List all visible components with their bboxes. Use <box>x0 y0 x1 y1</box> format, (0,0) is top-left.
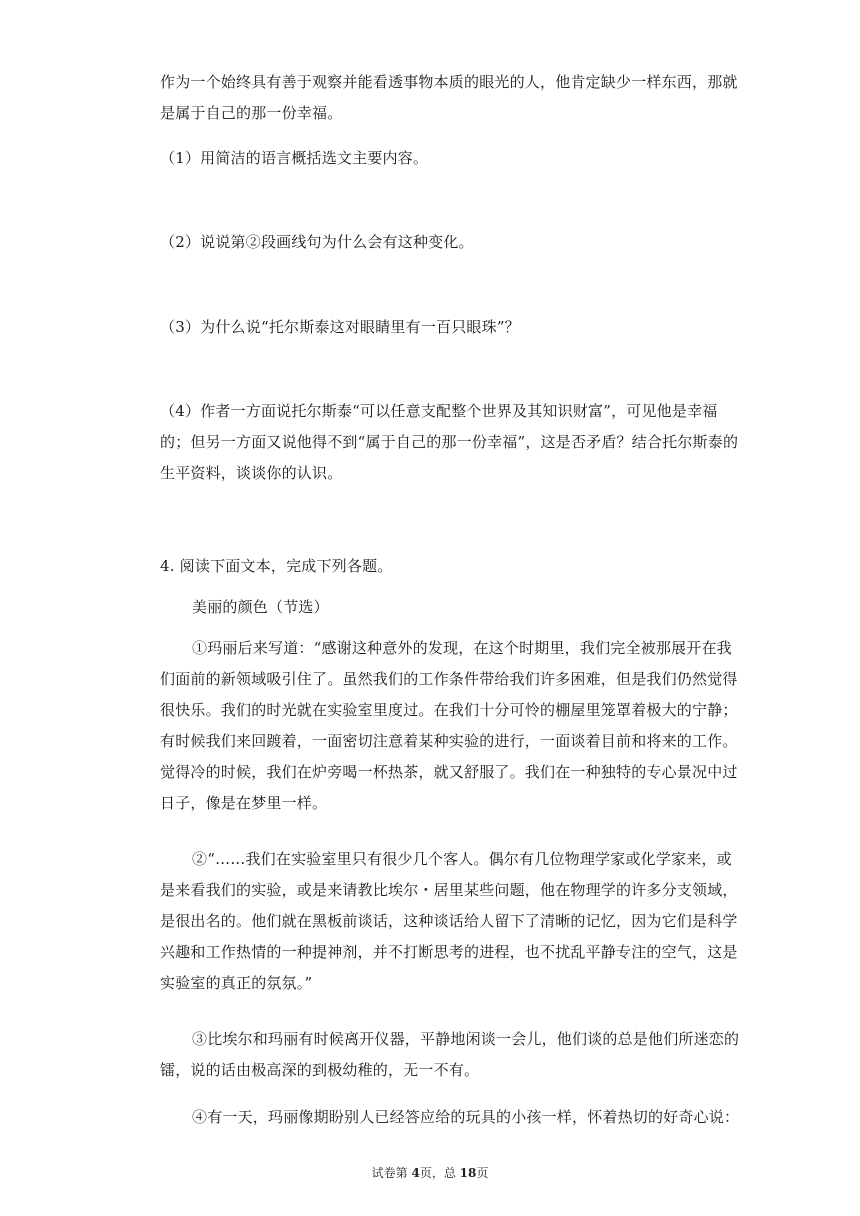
question-4-text: （4）作者一方面说托尔斯泰“可以任意支配整个世界及其知识财富”，可见他是幸福的；但另一方面又说他得不到“属于自己的那一份幸福”，这是否矛盾？结合托尔斯泰的生平资料，谈谈你的认识。 <box>160 402 739 482</box>
question-2 <box>160 227 740 258</box>
footer-middle: 页，总 <box>419 1166 460 1180</box>
page-footer <box>0 1164 860 1181</box>
section-4-prompt-text: 4. 阅读下面文本，完成下列各题。 <box>160 557 393 575</box>
question-3-text: （3）为什么说“托尔斯泰这对眼睛里有一百只眼珠”？ <box>160 318 520 336</box>
question-3 <box>160 312 740 343</box>
footer-total-pages: 18 <box>459 1166 477 1180</box>
passage-paragraph-1-text: ①玛丽后来写道：“感谢这种意外的发现，在这个时期里，我们完全被那展开在我们面前的新领域吸引住了。虽然我们的工作条件带给我们许多困难，但是我们仍然觉得很快乐。我们的时光就在实验室里度过。在我们十分可怜的棚屋里笼罩着极大的宁静；有时候我们来回踱着，一面密切注意着某种实验的进行，一面谈着目前和将来的工作。觉得冷的时候，我们在炉旁喝一杯热茶，就又舒服了。我们在一种独特的专心景况中过日子，像是在梦里一样。 <box>160 639 738 812</box>
intro-paragraph <box>160 67 740 129</box>
passage-paragraph-4 <box>160 1102 740 1133</box>
passage-paragraph-2-text: ②“……我们在实验室里只有很少几个客人。偶尔有几位物理学家或化学家来，或是来看我们的实验，或是来请教比埃尔・居里某些问题，他在物理学的许多分支领域，是很出名的。他们就在黑板前谈话，这种谈话给人留下了清晰的记忆，因为它们是科学兴趣和工作热情的一种提神剂，并不打断思考的进程，也不扰乱平静专注的空气，这是实验室的真正的氛氛。” <box>160 850 738 992</box>
footer-suffix: 页 <box>476 1166 489 1180</box>
passage-title <box>160 592 740 623</box>
intro-text: 作为一个始终具有善于观察并能看透事物本质的眼光的人，他肯定缺少一样东西，那就是属于自己的那一份幸福。 <box>160 73 738 122</box>
question-1 <box>160 143 740 174</box>
question-4 <box>160 396 740 489</box>
question-1-text: （1）用简洁的语言概括选文主要内容。 <box>160 149 429 167</box>
passage-paragraph-1 <box>160 633 740 819</box>
passage-paragraph-3-text: ③比埃尔和玛丽有时候离开仪器，平静地闲谈一会儿，他们谈的总是他们所迷恋的镭，说的话由极高深的到极幼稚的，无一不有。 <box>160 1030 740 1079</box>
passage-paragraph-2 <box>160 844 740 999</box>
passage-paragraph-3 <box>160 1024 740 1086</box>
footer-prefix: 试卷第 <box>371 1166 412 1180</box>
question-2-text: （2）说说第②段画线句为什么会有这种变化。 <box>160 233 474 251</box>
footer-page-number: 4 <box>411 1166 420 1180</box>
section-4-prompt <box>160 551 740 582</box>
passage-paragraph-4-text: ④有一天，玛丽像期盼别人已经答应给的玩具的小孩一样，怀着热切的好奇心说： <box>192 1108 740 1126</box>
passage-title-text: 美丽的颜色（节选） <box>192 598 329 616</box>
